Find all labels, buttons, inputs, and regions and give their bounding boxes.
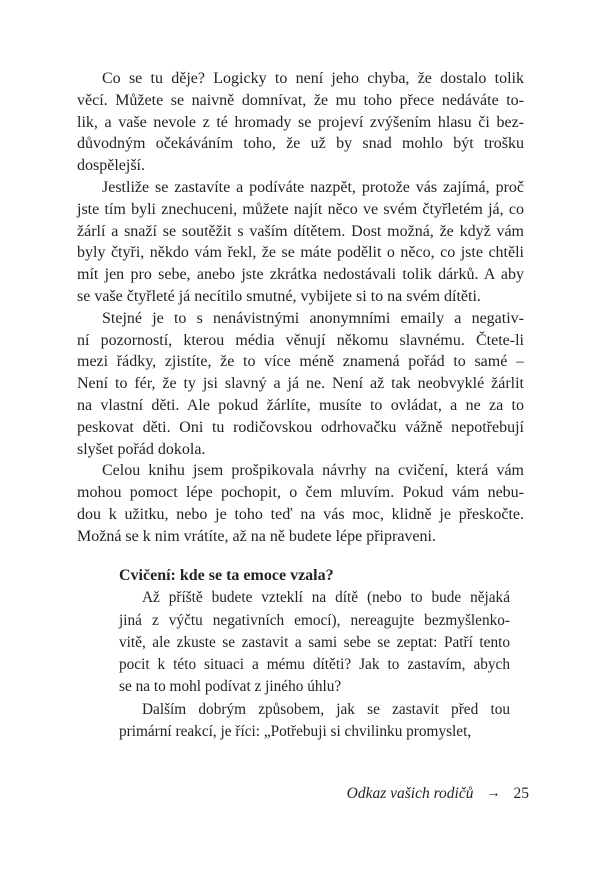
text-line: důvodným očekáváním toho, že už by snad mohlo být trošku	[77, 135, 524, 153]
text-line: primární reakcí, je říci: „Potřebuji si chvilinku promyslet,	[119, 723, 472, 741]
right-arrow-icon: →	[486, 786, 501, 801]
text-line: Až příště budete vzteklí na dítě (nebo to bude nějaká	[142, 589, 510, 607]
exercise-heading: Cvičení: kde se ta emoce vzala?	[119, 567, 334, 584]
text-line: mezi řádky, zjistíte, že to více méně znamená pořád to samé –	[77, 353, 524, 371]
text-line: mít jen pro sebe, anebo jste zkrátka nedostávali tolik dárků. A aby	[77, 266, 524, 284]
paragraph	[119, 587, 510, 698]
paragraph	[77, 177, 524, 308]
text-line: pocit k této situaci a mému dítěti? Jak to zastavím, abych	[119, 656, 510, 674]
text-line: Dalším dobrým způsobem, jak se zastavit před tou	[142, 700, 510, 718]
text-line: mohou pomoct lépe pochopit, o čem mluvím. Pokud vám nebu-	[77, 484, 524, 502]
running-title: Odkaz vašich rodičů	[346, 785, 474, 802]
exercise-block	[119, 565, 510, 743]
main-text-block	[77, 68, 524, 548]
text-line: peskovat děti. Oni tu rodičovskou odrhovačku vážně nepotřebují	[77, 418, 524, 436]
text-line: věcí. Můžete se naivně domnívat, že mu toho přece nedáváte to-	[77, 91, 524, 109]
paragraph	[77, 308, 524, 461]
text-line: jiná z výčtu negativních emocí), nereagujte bezmyšlenko-	[119, 611, 510, 629]
text-line: dou k užitku, nebo je toho teď na vás moc, klidně je přeskočte.	[77, 505, 524, 523]
text-line: jste tím byli znechuceni, můžete najít něco ve svém čtyřletém já, co	[77, 200, 524, 218]
text-line: vitě, ale zkuste se zastavit a sami sebe se zeptat: Patří tento	[119, 633, 510, 651]
text-line: se na to mohl podívat z jiného úhlu?	[119, 678, 342, 696]
text-line: Celou knihu jsem prošpikovala návrhy na cvičení, která vám	[102, 462, 524, 480]
text-line: Jestliže se zastavíte a podíváte nazpět, protože vás zajímá, proč	[102, 178, 524, 196]
exercise-paragraphs	[119, 587, 510, 743]
text-line: lik, a vaše nevole z té hromady se projeví zvýšením hlasu či bez-	[77, 113, 524, 131]
text-line: Stejné je to s nenávistnými anonymními emaily a negativ-	[102, 309, 524, 327]
text-line: na vlastní děti. Ale pokud žárlíte, musíte to ovládat, a ne za to	[77, 396, 524, 414]
text-line: Není to fér, že ty jsi slavný a já ne. Není až tak neobvyklé žárlit	[77, 375, 524, 393]
paragraph	[77, 460, 524, 547]
text-line: žárlí a snaží se soutěžit s vaším dítětem. Dost možná, že když vám	[77, 222, 524, 240]
text-line: ní pozorností, kterou média věnují někomu slavnému. Čtete-li	[77, 331, 524, 349]
page-number: 25	[513, 785, 529, 802]
text-line: dospělejší.	[77, 157, 145, 175]
page-footer	[347, 784, 529, 805]
text-line: Co se tu děje? Logicky to není jeho chyba, že dostalo tolik	[102, 70, 524, 87]
paragraph	[77, 68, 524, 177]
paragraph	[119, 699, 510, 744]
text-line: se vaše čtyřleté já necítilo smutné, vybijete si to na svém dítěti.	[77, 287, 481, 305]
text-line: byly čtyři, někdo vám řekl, že se máte podělit o něco, co jste chtěli	[77, 244, 524, 262]
text-line: Možná se k nim vrátíte, až na ně budete lépe připraveni.	[77, 527, 436, 545]
text-line: slyšet pořád dokola.	[77, 440, 206, 458]
